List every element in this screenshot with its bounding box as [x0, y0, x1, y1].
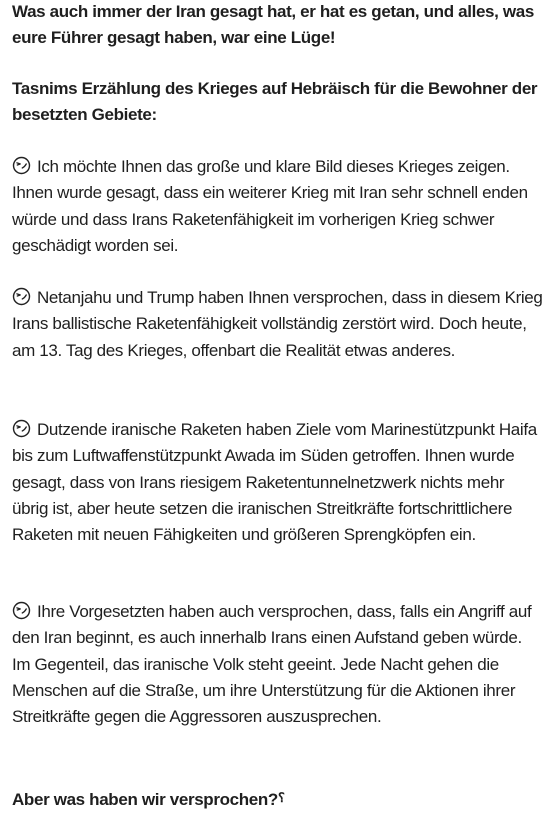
reversed-question-glyph: ⸮ — [277, 790, 285, 805]
sideways-emoji-icon — [12, 601, 31, 620]
point-text-1: Ich möchte Ihnen das große und klare Bild dieses Krieges zeigen. Ihnen wurde gesagt, dass ein weiterer Krieg mit Iran sehr schnell enden würde und dass Irans Raketenfähigkeit im vorherigen Krieg schwer geschädigt worden sei. — [12, 157, 528, 255]
sideways-emoji-icon — [12, 419, 31, 438]
closing-text: Aber was haben wir versprochen? — [12, 790, 278, 809]
intro-paragraph: Was auch immer der Iran gesagt hat, er hat es getan, und alles, was eure Führer gesagt haben, war eine Lüge! — [12, 2, 534, 48]
sideways-emoji-icon — [12, 287, 31, 306]
point-text-2: Netanjahu und Trump haben Ihnen versprochen, dass in diesem Krieg Irans ballistische Raketenfähigkeit vollständig zerstört wird. Doch heute, am 13. Tag des Krieges, offenbart die Realität etwas anderes. — [12, 288, 543, 360]
closing-question — [12, 785, 542, 813]
point-text-3: Dutzende iranische Raketen haben Ziele vom Marinestützpunkt Haifa bis zum Luftwaffenstützpunkt Awada im Süden getroffen. Ihnen wurde gesagt, dass von Irans riesigem Raketentunnelnetzwerk nichts mehr übrig ist, aber heute setzen die iranischen Streitkräfte fortschrittlichere Raketen mit neuen Fähigkeiten und größeren Sprengköpfen ein. — [12, 420, 537, 545]
heading-paragraph: Tasnims Erzählung des Krieges auf Hebräisch für die Bewohner der besetzten Gebiete: — [12, 79, 538, 125]
point-paragraph-2 — [12, 285, 544, 364]
point-text-4: Ihre Vorgesetzten haben auch versprochen, dass, falls ein Angriff auf den Iran beginnt, es auch innerhalb Irans einen Aufstand geben würde. Im Gegenteil, das iranische Volk steht geeint. Jede Nacht gehen die Menschen auf die Straße, um ihre Unterstützung für die Aktionen ihrer Streitkräfte gegen die Aggressoren auszusprechen. — [12, 602, 532, 727]
point-paragraph-4 — [12, 599, 544, 730]
sideways-emoji-icon — [12, 156, 31, 175]
point-paragraph-3 — [12, 417, 544, 548]
point-paragraph-1 — [12, 154, 544, 259]
